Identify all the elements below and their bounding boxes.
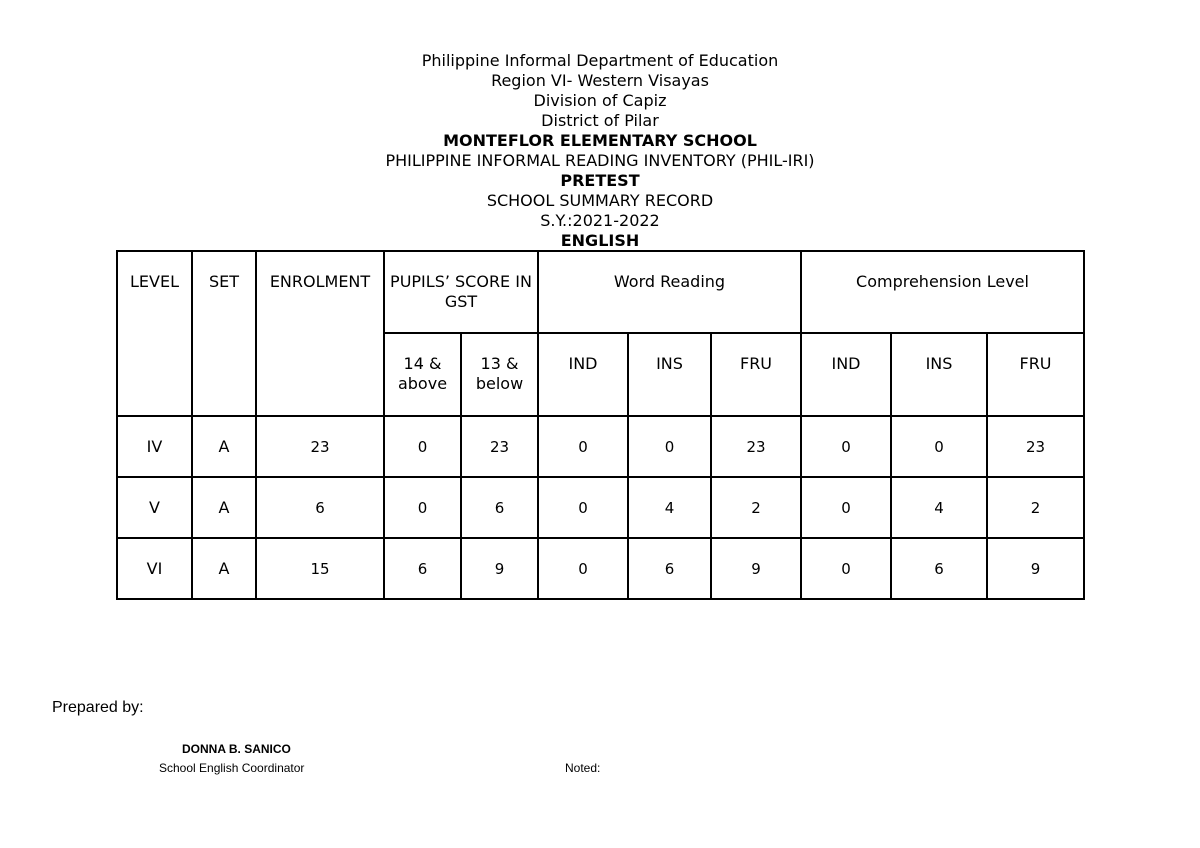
col-header-word-reading: Word Reading [538,251,801,333]
cell-wr-ind: 0 [538,538,628,599]
cell-level: V [117,477,192,538]
cell-gst-low: 9 [461,538,538,599]
cell-cl-fru: 9 [987,538,1084,599]
col-header-gst-high: 14 & above [384,333,461,416]
header-row-main [117,251,1084,333]
cell-enrolment: 6 [256,477,384,538]
cell-enrolment: 15 [256,538,384,599]
col-header-wr-fru: FRU [711,333,801,416]
cell-cl-ins: 6 [891,538,987,599]
cell-enrolment: 23 [256,416,384,477]
header-test-type: PRETEST [560,171,640,190]
header-program: PHILIPPINE INFORMAL READING INVENTORY (PHIL-IRI) [385,151,815,170]
cell-gst-low: 6 [461,477,538,538]
header-department: Philippine Informal Department of Education [421,51,779,70]
col-header-gst: PUPILS’ SCORE IN GST [384,251,538,333]
cell-set: A [192,538,256,599]
noted-label: Noted: [565,761,601,775]
col-header-cl-ind: IND [801,333,891,416]
summary-table [116,250,1085,600]
cell-set: A [192,416,256,477]
cell-cl-ind: 0 [801,538,891,599]
cell-set: A [192,477,256,538]
cell-cl-ind: 0 [801,477,891,538]
cell-level: VI [117,538,192,599]
cell-wr-ins: 6 [628,538,711,599]
cell-wr-ind: 0 [538,477,628,538]
cell-level: IV [117,416,192,477]
cell-gst-high: 0 [384,416,461,477]
col-header-cl-fru: FRU [987,333,1084,416]
cell-cl-fru: 23 [987,416,1084,477]
header-school-name: MONTEFLOR ELEMENTARY SCHOOL [443,131,757,150]
cell-wr-fru: 2 [711,477,801,538]
header-record-type: SCHOOL SUMMARY RECORD [486,191,714,210]
col-header-wr-ind: IND [538,333,628,416]
col-header-wr-ins: INS [628,333,711,416]
cell-wr-fru: 23 [711,416,801,477]
col-header-enrolment: ENROLMENT [256,251,384,416]
cell-cl-ind: 0 [801,416,891,477]
cell-wr-ins: 0 [628,416,711,477]
col-header-gst-low: 13 & below [461,333,538,416]
col-header-comprehension: Comprehension Level [801,251,1084,333]
cell-gst-high: 0 [384,477,461,538]
header-school-year: S.Y.:2021-2022 [540,211,660,230]
document-header [0,51,1200,251]
prepared-by-label: Prepared by: [52,699,144,716]
table-row [117,416,1084,477]
header-district: District of Pilar [541,111,659,130]
col-header-level: LEVEL [117,251,192,416]
cell-wr-ins: 4 [628,477,711,538]
signatory-name: DONNA B. SANICO [182,742,291,756]
header-subject: ENGLISH [560,231,640,250]
signatory-title: School English Coordinator [159,761,305,775]
cell-cl-fru: 2 [987,477,1084,538]
table-row [117,538,1084,599]
col-header-set: SET [192,251,256,416]
cell-gst-low: 23 [461,416,538,477]
col-header-cl-ins: INS [891,333,987,416]
cell-cl-ins: 0 [891,416,987,477]
cell-gst-high: 6 [384,538,461,599]
cell-cl-ins: 4 [891,477,987,538]
table-row [117,477,1084,538]
cell-wr-fru: 9 [711,538,801,599]
header-region: Region VI- Western Visayas [491,71,709,90]
header-division: Division of Capiz [533,91,667,110]
cell-wr-ind: 0 [538,416,628,477]
